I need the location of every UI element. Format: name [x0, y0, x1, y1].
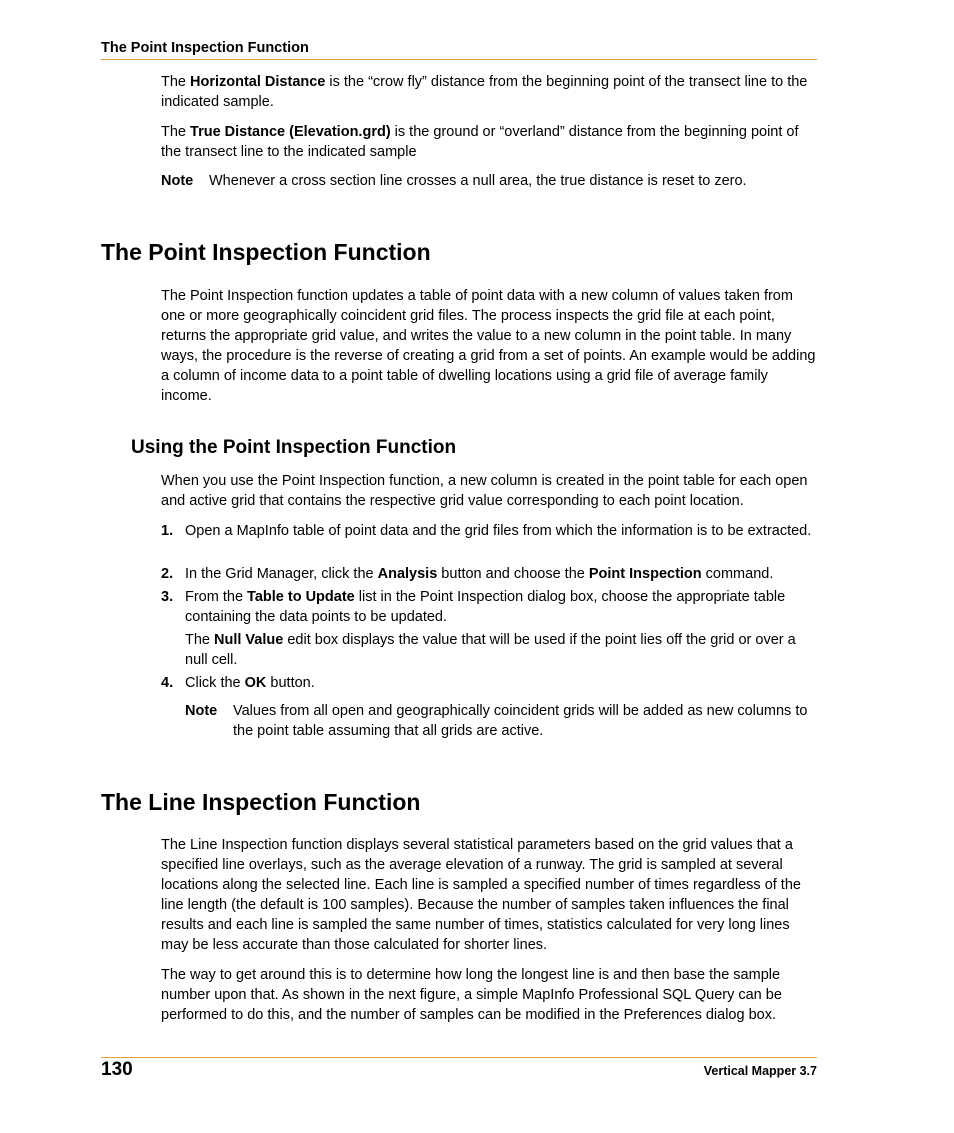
paragraph-true-distance: The True Distance (Elevation.grd) is the ground or “overland” distance from the beginning point of the transect line to the indicated sample — [161, 124, 799, 160]
note-text: Whenever a cross section line crosses a null area, the true distance is reset to zero. — [209, 173, 747, 189]
page-number: 130 — [101, 1059, 133, 1080]
paragraph-using-point-inspection: When you use the Point Inspection function, a new column is created in the point table for each open and active grid that contains the respective grid value corresponding to each point location. — [161, 473, 808, 509]
note-label: Note — [161, 173, 194, 189]
step-note-null-value: The Null Value edit box displays the value that will be used if the point lies off the grid or over a null cell. — [185, 632, 796, 668]
paragraph-horizontal-distance: The Horizontal Distance is the “crow fly” distance from the beginning point of the transect line to the indicated sample. — [161, 74, 808, 110]
section-heading-point-inspection: The Point Inspection Function — [101, 239, 431, 265]
paragraph-line-inspection-1: The Line Inspection function displays several statistical parameters based on the grid values that a specified line overlays, such as the average elevation of a runway. The grid is sampled at several locations along the selected line. Each line is sampled a specified number of times regardless of the line length (the default is 100 samples). Because the number of samples taken influences the final results and each line is sampled the same number of times, statistics calculated for very long lines may be less accurate than those calculated for shorter lines. — [161, 837, 801, 953]
step-text: Click the OK button. — [185, 675, 315, 691]
note-label: Note — [185, 703, 218, 719]
product-title: Vertical Mapper 3.7 — [703, 1064, 817, 1078]
step-text: From the Table to Update list in the Point Inspection dialog box, choose the appropriate table containing the data points to be updated. — [185, 589, 786, 625]
subsection-heading-using-point-inspection: Using the Point Inspection Function — [131, 437, 457, 458]
step-number: 4. — [161, 675, 174, 691]
step-number: 1. — [161, 523, 174, 539]
section-heading-line-inspection: The Line Inspection Function — [101, 789, 421, 815]
step-number: 3. — [161, 589, 174, 605]
footer-rule — [101, 1057, 817, 1058]
paragraph-point-inspection: The Point Inspection function updates a table of point data with a new column of values taken from one or more geographically coincident grid files. The process inspects the grid file at each point, returns the appropriate grid value, and writes the value to a new column in the point table. In many ways, the procedure is the reverse of creating a grid from a set of points. An example would be adding a column of income data to a point table of dwelling locations using a grid file of average family income. — [161, 288, 816, 404]
paragraph-line-inspection-2: The way to get around this is to determine how long the longest line is and then base the sample number upon that. As shown in the next figure, a simple MapInfo Professional SQL Query can be performed to do this, and the number of samples can be modified in the Preferences dialog box. — [161, 967, 782, 1023]
running-head: The Point Inspection Function — [101, 40, 309, 56]
step-text: Open a MapInfo table of point data and the grid files from which the information is to be extracted. — [185, 523, 812, 539]
step-text: In the Grid Manager, click the Analysis button and choose the Point Inspection command. — [185, 566, 774, 582]
step-number: 2. — [161, 566, 174, 582]
note-text: Values from all open and geographically coincident grids will be added as new columns to the point table assuming that all grids are active. — [233, 703, 808, 739]
header-rule — [101, 59, 817, 60]
